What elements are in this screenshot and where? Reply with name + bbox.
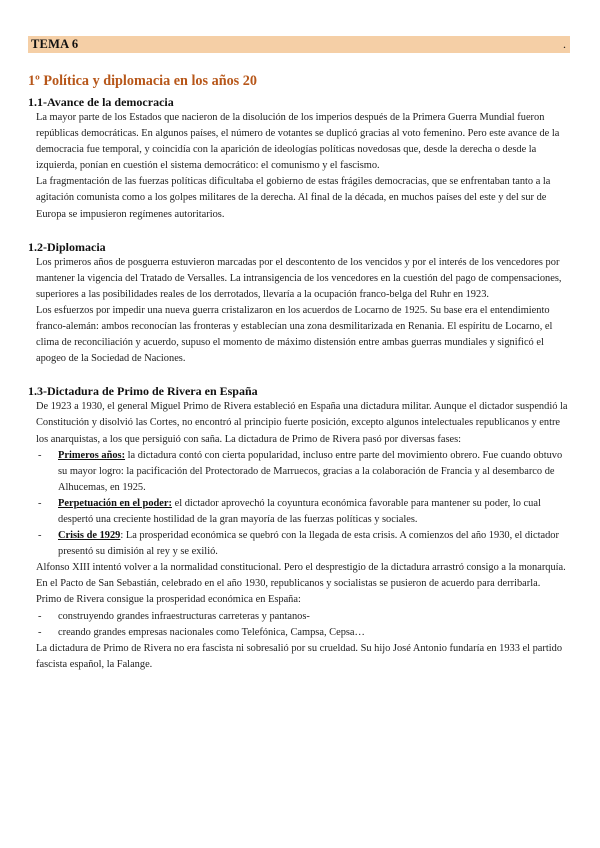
phases-list [28, 448, 568, 561]
paragraph: La fragmentación de las fuerzas políticas dificultaba el gobierno de estas frágiles democracias, que se enfrentaban tanto a la agitación comunista como a los golpes militares de la derecha. Al final de la década, en muchos países del este y del sur de Europa se impusieron regímenes autoritarios. [36, 176, 551, 220]
heading-diplomacia: 1.2-Diplomacia [28, 239, 106, 254]
list-item [28, 448, 568, 496]
phase-text: el dictador aprovechó la coyuntura económica favorable para mantener su poder, lo cual despertó una creciente hostilidad de la gran mayoría de las fuerzas políticas y sociales. [58, 497, 541, 525]
section-title: 1º Política y diplomacia en los años 20 [28, 73, 257, 89]
paragraph: Los primeros años de posguerra estuvieron marcadas por el descontento de los vencidos y por el interés de los vencedores por mantener la vigencia del Tratado de Versalles. La intransigencia de los vencedores en la cuestión del pago de compensaciones, superiores a las posibilidades reales de los derrotados, llevaría a la ocupación franco-belga del Ruhr en 1923. [36, 256, 562, 300]
heading-primo-de-rivera: 1.3-Dictadura de Primo de Rivera en España [28, 384, 258, 399]
document-title: TEMA 6 [31, 37, 79, 51]
list-item [28, 528, 568, 560]
paragraph: De 1923 a 1930, el general Miguel Primo de Rivera estableció en España una dictadura militar. Aunque el dictador suspendió la Constitución y disolvió las Cortes, no encontró al principio fuerte posición, excepto algunos intelectuales republicanos y entre los anarquistas, a los que persiguió con saña. La dictadura de Primo de Rivera pasó por diversas fases: [36, 401, 568, 445]
list-item [28, 609, 568, 625]
paragraph: Los esfuerzos por impedir una nueva guerra cristalizaron en los acuerdos de Locarno de 1925. Su base era el entendimiento franco-alemán: ambos reconocían las fronteras y establecían una zona desmilitarizada en Renania. El espíritu de Locarno, el clima de reconciliación y acuerdo, supuso el momento de máximo distensión entre ambas guerras mundiales y significó el apogeo de la Sociedad de Naciones. [36, 304, 553, 365]
heading-avance-democracia: 1.1-Avance de la democracia [28, 95, 174, 109]
paragraph: La mayor parte de los Estados que nacieron de la disolución de los imperios después de la Primera Guerra Mundial fueron repúblicas democráticas. En algunos países, el número de votantes se duplicó gracias al voto femenino. Pero este avance de la democracia fue temporal, y coincidía con la aparición de ideologías políticas novedosas que, desde la derecha o desde la izquierda, ponían en cuestión el sistema democrático: el comunismo y el fascismo. [36, 112, 560, 172]
phase-text: la dictadura contó con cierta popularidad, incluso entre parte del movimiento obrero. Fue cuando obtuvo su mayor logro: la pacificación del Protectorado de Marruecos, gracias a la colaboración de Francia y al desembarco de Alhucemas, en 1925. [58, 449, 563, 493]
item-text: creando grandes empresas nacionales como Telefónica, Campsa, Cepsa… [58, 626, 365, 638]
paragraph: La dictadura de Primo de Rivera no era fascista ni sobresalió por su crueldad. Su hijo José Antonio fundaría en 1933 el partido fascista español, la Falange. [36, 642, 563, 670]
achievements-list [28, 609, 568, 641]
paragraph: Alfonso XIII intentó volver a la normalidad constitucional. Pero el desprestigio de la dictadura arrastró consigo a la monarquía. En el Pacto de San Sebastián, celebrado en el año 1930, republicanos y socialistas se pusieron de acuerdo para derribarla. Primo de Rivera consigue la prosperidad económica en España: [36, 562, 566, 606]
list-item [28, 625, 568, 641]
phase-label: Crisis de 1929 [58, 530, 121, 542]
dash-marker: - [38, 449, 42, 461]
header-bar [28, 36, 570, 53]
dash-marker: - [38, 530, 42, 542]
list-item [28, 496, 568, 528]
dash-marker: - [38, 497, 42, 509]
phase-label: Primeros años: [58, 449, 126, 461]
document-body [28, 71, 568, 673]
dash-marker: - [38, 610, 42, 622]
dash-marker: - [38, 626, 42, 638]
header-mark: . [563, 37, 566, 51]
item-text: construyendo grandes infraestructuras carreteras y pantanos- [58, 610, 310, 622]
phase-label: Perpetuación en el poder: [58, 497, 172, 509]
phase-text: : La prosperidad económica se quebró con la llegada de esta crisis. A comienzos del año 1930, el dictador presentó su dimisión al rey y se exilió. [58, 530, 559, 558]
